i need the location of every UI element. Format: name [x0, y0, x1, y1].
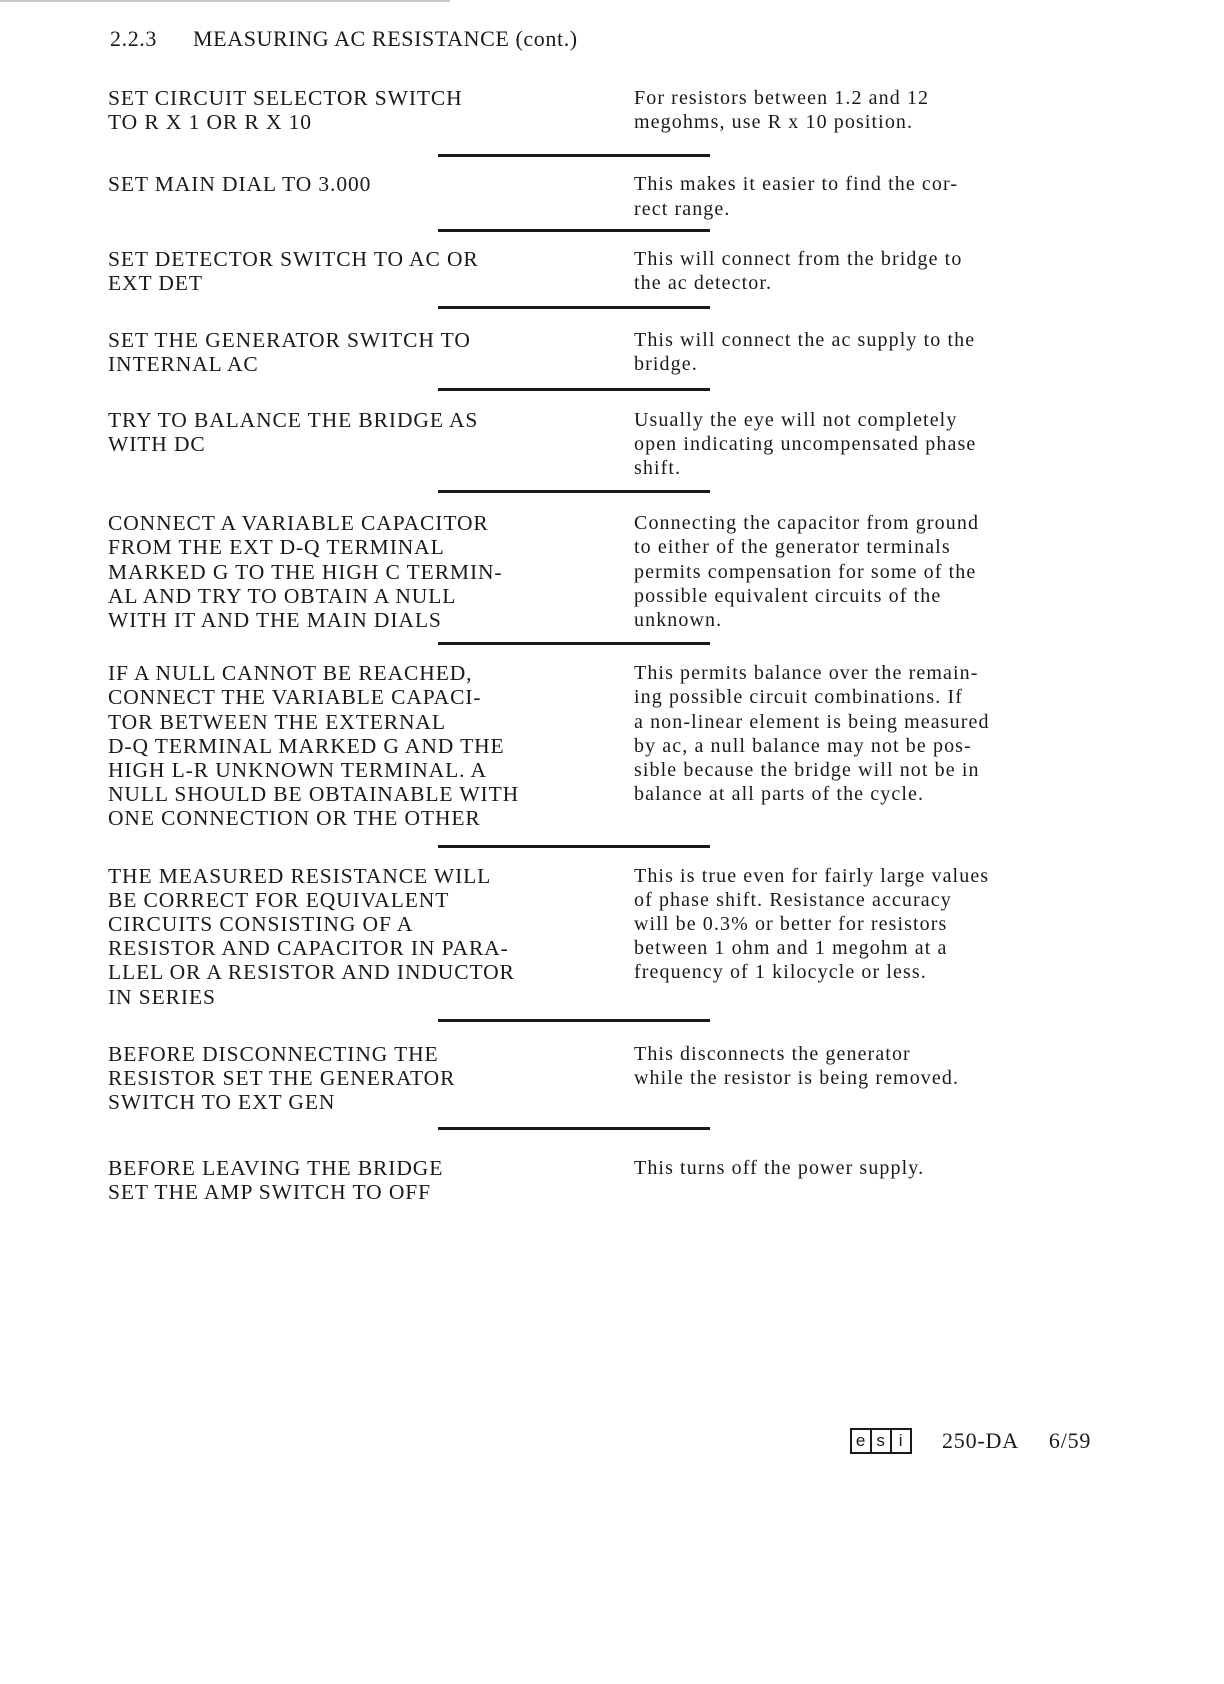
step-note: This will connect the ac supply to the bridge.: [634, 329, 976, 376]
procedure-step: [108, 1042, 1128, 1115]
section-title: MEASURING AC RESISTANCE (cont.): [193, 26, 578, 51]
step-separator: [438, 229, 710, 232]
procedure-steps: [108, 86, 1128, 1204]
document-date: 6/59: [1048, 1428, 1092, 1453]
procedure-step: [108, 328, 1128, 376]
procedure-step: [108, 172, 1128, 220]
esi-logo: [850, 1428, 912, 1454]
step-instruction: CONNECT A VARIABLE CAPACITOR FROM THE EXT D-Q TERMINAL MARKED G TO THE HIGH C TERMIN- AL AND TRY TO OBTAIN A NULL WITH IT AND THE MAIN DIALS: [108, 511, 503, 633]
step-instruction: BEFORE LEAVING THE BRIDGE SET THE AMP SWITCH TO OFF: [108, 1155, 444, 1204]
procedure-step: [108, 86, 1128, 134]
step-separator: [438, 1127, 710, 1130]
step-note: For resistors between 1.2 and 12 megohms, use R x 10 position.: [634, 87, 930, 134]
page-footer: [850, 1428, 1091, 1454]
step-instruction: IF A NULL CANNOT BE REACHED, CONNECT THE VARIABLE CAPACI- TOR BETWEEN THE EXTERNAL D-Q TERMINAL MARKED G AND THE HIGH L-R UNKNOWN TERMINAL. A NULL SHOULD BE OBTAINABLE WITH ONE CONNECTION OR THE OTHER: [108, 661, 520, 831]
step-note: Usually the eye will not completely open indicating uncompensated phase shift.: [634, 408, 977, 480]
step-instruction: SET DETECTOR SWITCH TO AC OR EXT DET: [108, 246, 479, 296]
procedure-step: [108, 1156, 1128, 1204]
logo-letter: s: [872, 1430, 892, 1452]
step-separator: [438, 1019, 710, 1022]
step-separator: [438, 490, 710, 493]
step-separator: [438, 388, 710, 391]
logo-letter: e: [852, 1430, 872, 1452]
step-instruction: BEFORE DISCONNECTING THE RESISTOR SET THE GENERATOR SWITCH TO EXT GEN: [108, 1041, 456, 1115]
step-instruction: SET THE GENERATOR SWITCH TO INTERNAL AC: [108, 328, 471, 377]
step-note: This will connect from the bridge to the ac detector.: [634, 247, 963, 295]
section-number: 2.2.3: [110, 26, 157, 51]
step-separator: [438, 642, 710, 645]
step-separator: [438, 306, 710, 309]
step-note: This makes it easier to find the cor- rect range.: [634, 173, 959, 220]
step-instruction: THE MEASURED RESISTANCE WILL BE CORRECT FOR EQUIVALENT CIRCUITS CONSISTING OF A RESISTOR AND CAPACITOR IN PARA- LLEL OR A RESISTOR AND INDUCTOR IN SERIES: [108, 863, 515, 1009]
step-note: This turns off the power supply.: [634, 1156, 925, 1179]
step-note: This disconnects the generator while the resistor is being removed.: [634, 1042, 960, 1090]
step-instruction: TRY TO BALANCE THE BRIDGE AS WITH DC: [108, 407, 479, 456]
step-note: This is true even for fairly large values of phase shift. Resistance accuracy will be 0.3% or better for resistors between 1 ohm and 1 megohm at a frequency of 1 kilocycle or less.: [634, 864, 990, 984]
procedure-step: [108, 511, 1128, 632]
section-heading: [110, 26, 578, 52]
procedure-step: [108, 864, 1128, 1009]
step-instruction: SET MAIN DIAL TO 3.000: [108, 172, 372, 197]
procedure-step: [108, 247, 1128, 295]
procedure-step: [108, 408, 1128, 481]
document-code: 250-DA: [942, 1428, 1019, 1453]
step-separator: [438, 154, 710, 157]
procedure-step: [108, 661, 1128, 830]
step-instruction: SET CIRCUIT SELECTOR SWITCH TO R X 1 OR R X 10: [108, 86, 463, 135]
scan-top-rule: [0, 0, 450, 2]
logo-letter: i: [898, 1431, 904, 1450]
step-note: Connecting the capacitor from ground to either of the generator terminals permits compensation for some of the possible equivalent circuits of the unknown.: [634, 512, 980, 632]
step-note: This permits balance over the remain- ing possible circuit combinations. If a non-linear element is being measured by ac, a null balance may not be pos- sible because the bridge will not be in balance at all parts of the cycle.: [634, 662, 990, 806]
step-separator: [438, 845, 710, 848]
